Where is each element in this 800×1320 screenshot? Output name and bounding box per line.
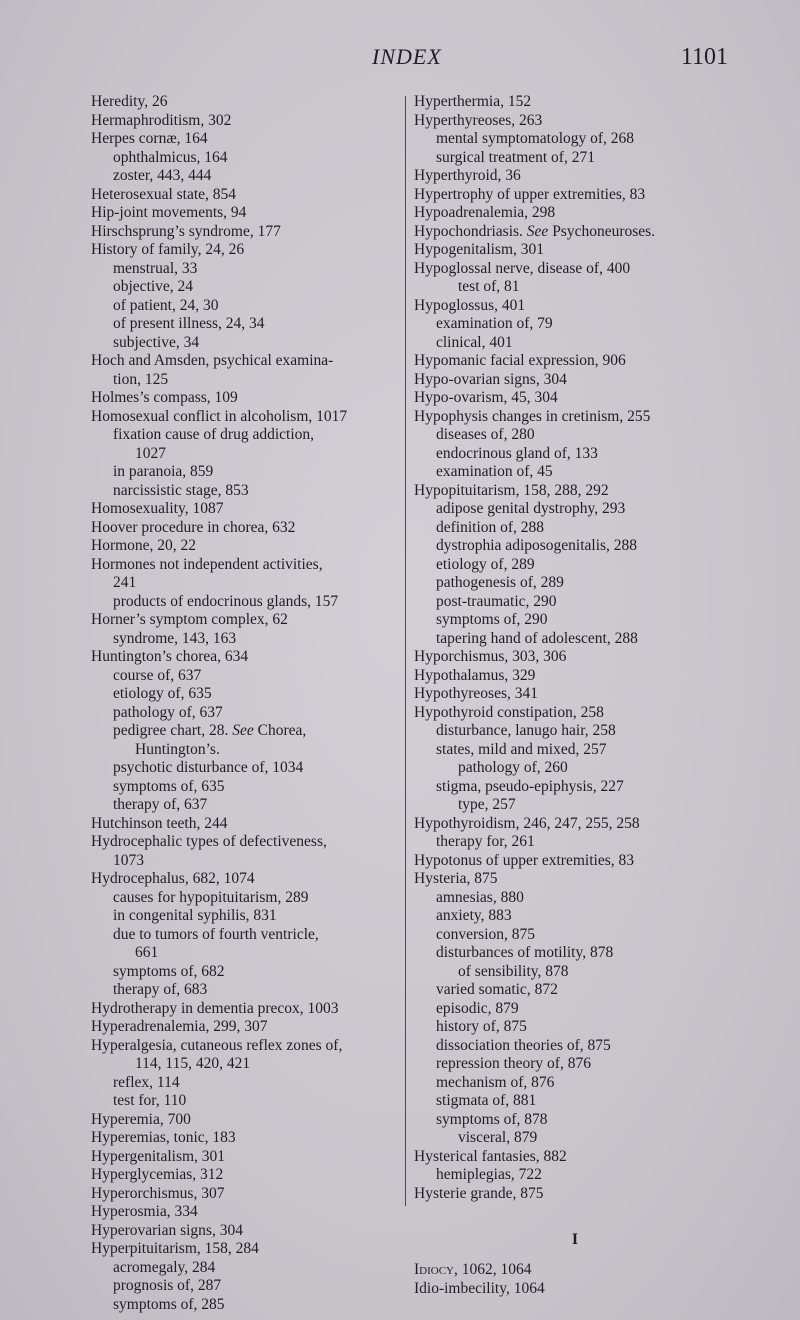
index-entry: Idio-imbecility, 1064 (414, 1279, 545, 1297)
index-subentry: conversion, 875 (436, 925, 536, 943)
index-subentry: examination of, 45 (436, 463, 553, 480)
index-subentry: fixation cause of drug addiction, (113, 426, 315, 443)
index-entry: Hysteria, 875 (414, 870, 498, 887)
section-letter: I (571, 1231, 579, 1248)
index-entry: Hyperthermia, 152 (414, 93, 532, 110)
index-entry: Hysterical fantasies, 882 (414, 1147, 567, 1165)
index-subentry: zoster, 443, 444 (113, 167, 212, 184)
index-subentry: tapering hand of adolescent, 288 (436, 629, 638, 647)
index-entry: Hypochondriasis. See Psychoneuroses. (414, 222, 656, 240)
index-entry: Hyperalgesia, cutaneous reflex zones of, (91, 1036, 343, 1054)
index-entry: Hypo-ovarism, 45, 304 (414, 389, 558, 406)
index-subentry: course of, 637 (113, 666, 202, 684)
index-entry: Hoch and Amsden, psychical examina- (91, 352, 334, 369)
index-subentry: pathology of, 637 (113, 703, 223, 721)
index-entry: Hypertrophy of upper extremities, 83 (414, 185, 646, 203)
index-entry: Hip-joint movements, 94 (91, 204, 247, 221)
index-subentry: causes for hypopituitarism, 289 (113, 888, 309, 906)
index-entry: Hyperorchismus, 307 (91, 1184, 225, 1202)
index-subentry: test of, 81 (458, 278, 520, 295)
index-entry: Hypothyroidism, 246, 247, 255, 258 (414, 814, 640, 832)
index-entry: Hyperthyreoses, 263 (414, 111, 543, 129)
index-entry: Hypopituitarism, 158, 288, 292 (414, 481, 609, 499)
index-subentry: type, 257 (458, 796, 516, 813)
index-subentry: products of endocrinous glands, 157 (113, 592, 339, 610)
index-subentry: endocrinous gland of, 133 (436, 444, 598, 462)
index-subentry: diseases of, 280 (436, 426, 535, 443)
index-column-left (91, 93, 401, 1314)
index-entry: History of family, 24, 26 (91, 241, 245, 258)
index-entry: Herpes cornæ, 164 (91, 130, 208, 147)
column-divider (405, 96, 406, 1206)
index-entry: Horner’s symptom complex, 62 (91, 611, 288, 628)
page-number: 1101 (680, 44, 728, 70)
index-entry: Hyperemia, 700 (91, 1110, 191, 1128)
index-entry: Hydrocephalus, 682, 1074 (91, 870, 255, 887)
index-subentry: of present illness, 24, 34 (113, 315, 265, 332)
index-subentry: prognosis of, 287 (113, 1277, 222, 1294)
index-subentry: therapy of, 637 (113, 796, 208, 813)
index-entry: Hypothyroid constipation, 258 (414, 703, 604, 721)
index-entry: Hypogenitalism, 301 (414, 241, 545, 258)
index-entry: Huntington’s chorea, 634 (91, 648, 249, 665)
index-subentry: adipose genital dystrophy, 293 (436, 500, 626, 517)
index-subentry: in congenital syphilis, 831 (113, 907, 277, 924)
index-subentry: due to tumors of fourth ventricle, (113, 925, 319, 943)
index-subentry: disturbance, lanugo hair, 258 (436, 722, 616, 739)
index-entry: Hysterie grande, 875 (414, 1184, 544, 1202)
page-title: INDEX (372, 44, 442, 69)
index-entry: Hyperosmia, 334 (91, 1203, 198, 1220)
index-subentry: symptoms of, 635 (113, 777, 225, 795)
index-subentry: symptoms of, 285 (113, 1295, 225, 1313)
index-entry: Hyperpituitarism, 158, 284 (91, 1240, 259, 1257)
index-subentry: definition of, 288 (436, 518, 545, 536)
index-subentry: syndrome, 143, 163 (113, 629, 237, 647)
index-subentry: 1073 (113, 851, 144, 869)
index-entry: Hyporchismus, 303, 306 (414, 648, 567, 665)
index-entry: Hypoglossus, 401 (414, 296, 526, 314)
index-subentry: post-traumatic, 290 (436, 592, 557, 610)
index-subentry: pathology of, 260 (458, 759, 568, 776)
index-subentry: etiology of, 635 (113, 685, 212, 702)
index-subentry: 114, 115, 420, 421 (135, 1055, 251, 1072)
running-header (0, 44, 800, 78)
index-subentry: anxiety, 883 (436, 907, 512, 924)
index-column-right (414, 93, 736, 1298)
index-entry: Hypophysis changes in cretinism, 255 (414, 407, 651, 425)
index-entry: Idiocy, 1062, 1064 (414, 1261, 532, 1278)
index-subentry: Huntington’s. (135, 740, 220, 758)
index-subentry: visceral, 879 (458, 1129, 538, 1146)
index-subentry: tion, 125 (113, 370, 169, 388)
index-subentry: acromegaly, 284 (113, 1258, 216, 1276)
index-subentry: of patient, 24, 30 (113, 296, 219, 314)
index-entry: Heterosexual state, 854 (91, 185, 237, 203)
index-entry: Holmes’s compass, 109 (91, 389, 238, 406)
index-entry: Hypergenitalism, 301 (91, 1147, 226, 1165)
index-subentry: ophthalmicus, 164 (113, 148, 228, 166)
index-subentry: history of, 875 (436, 1018, 527, 1035)
index-subentry: therapy of, 683 (113, 981, 208, 998)
index-subentry: subjective, 34 (113, 333, 200, 351)
index-subentry: pathogenesis of, 289 (436, 574, 564, 591)
index-subentry: mental symptomatology of, 268 (436, 130, 635, 147)
index-entry: Hypotonus of upper extremities, 83 (414, 851, 634, 869)
index-subentry: stigmata of, 881 (436, 1092, 537, 1109)
index-subentry: test for, 110 (113, 1092, 187, 1109)
index-entry: Hydrocephalic types of defectiveness, (91, 833, 327, 850)
index-subentry: episodic, 879 (436, 999, 519, 1017)
index-entry: Hutchinson teeth, 244 (91, 814, 228, 832)
index-entry: Hormones not independent activities, (91, 555, 323, 573)
index-subentry: mechanism of, 876 (436, 1073, 555, 1091)
index-subentry: 1027 (135, 444, 166, 462)
index-subentry: dissociation theories of, 875 (436, 1036, 611, 1054)
index-subentry: in paranoia, 859 (113, 463, 214, 480)
index-subentry: narcissistic stage, 853 (113, 481, 249, 499)
index-subentry: 661 (135, 944, 159, 961)
index-entry: Hermaphroditism, 302 (91, 111, 232, 129)
index-entry: Hyperthyroid, 36 (414, 167, 521, 184)
index-entry: Hypo-ovarian signs, 304 (414, 370, 567, 388)
index-subentry: stigma, pseudo-epiphysis, 227 (436, 777, 624, 795)
index-subentry: 241 (113, 574, 137, 591)
index-entry: Hydrotherapy in dementia precox, 1003 (91, 999, 339, 1017)
index-subentry: dystrophia adiposogenitalis, 288 (436, 537, 638, 554)
index-entry: Hypomanic facial expression, 906 (414, 352, 626, 369)
index-subentry: objective, 24 (113, 278, 194, 295)
index-entry: Hoover procedure in chorea, 632 (91, 518, 296, 536)
index-subentry: examination of, 79 (436, 315, 553, 332)
index-subentry: repression theory of, 876 (436, 1055, 591, 1072)
index-subentry: clinical, 401 (436, 333, 513, 351)
index-subentry: pedigree chart, 28. See Chorea, (113, 722, 307, 739)
index-subentry: states, mild and mixed, 257 (436, 740, 607, 758)
index-subentry: varied somatic, 872 (436, 981, 558, 998)
index-entry: Homosexual conflict in alcoholism, 1017 (91, 407, 348, 425)
index-entry: Hirschsprung’s syndrome, 177 (91, 222, 281, 240)
index-subentry: amnesias, 880 (436, 888, 524, 906)
index-subentry: disturbances of motility, 878 (436, 944, 614, 961)
index-subentry: therapy for, 261 (436, 833, 535, 850)
index-subentry: symptoms of, 682 (113, 962, 225, 980)
index-subentry: surgical treatment of, 271 (436, 148, 595, 166)
index-entry: Hypothalamus, 329 (414, 666, 536, 684)
index-entry: Hyperglycemias, 312 (91, 1166, 224, 1183)
index-subentry: of sensibility, 878 (458, 962, 569, 980)
index-subentry: symptoms of, 878 (436, 1110, 548, 1128)
index-entry: Hyperovarian signs, 304 (91, 1221, 243, 1239)
index-entry: Hypothyreoses, 341 (414, 685, 538, 702)
index-entry: Homosexuality, 1087 (91, 500, 224, 517)
index-subentry: symptoms of, 290 (436, 611, 548, 628)
index-entry: Hyperemias, tonic, 183 (91, 1129, 236, 1146)
index-entry: Heredity, 26 (91, 93, 168, 110)
index-subentry: menstrual, 33 (113, 259, 198, 277)
index-entry: Hypoadrenalemia, 298 (414, 204, 556, 221)
index-entry: Hormone, 20, 22 (91, 537, 197, 554)
index-subentry: psychotic disturbance of, 1034 (113, 759, 304, 776)
index-entry: Hyperadrenalemia, 299, 307 (91, 1018, 268, 1035)
index-subentry: hemiplegias, 722 (436, 1166, 542, 1183)
index-entry: Hypoglossal nerve, disease of, 400 (414, 259, 631, 277)
index-subentry: etiology of, 289 (436, 555, 535, 573)
index-subentry: reflex, 114 (113, 1073, 180, 1091)
